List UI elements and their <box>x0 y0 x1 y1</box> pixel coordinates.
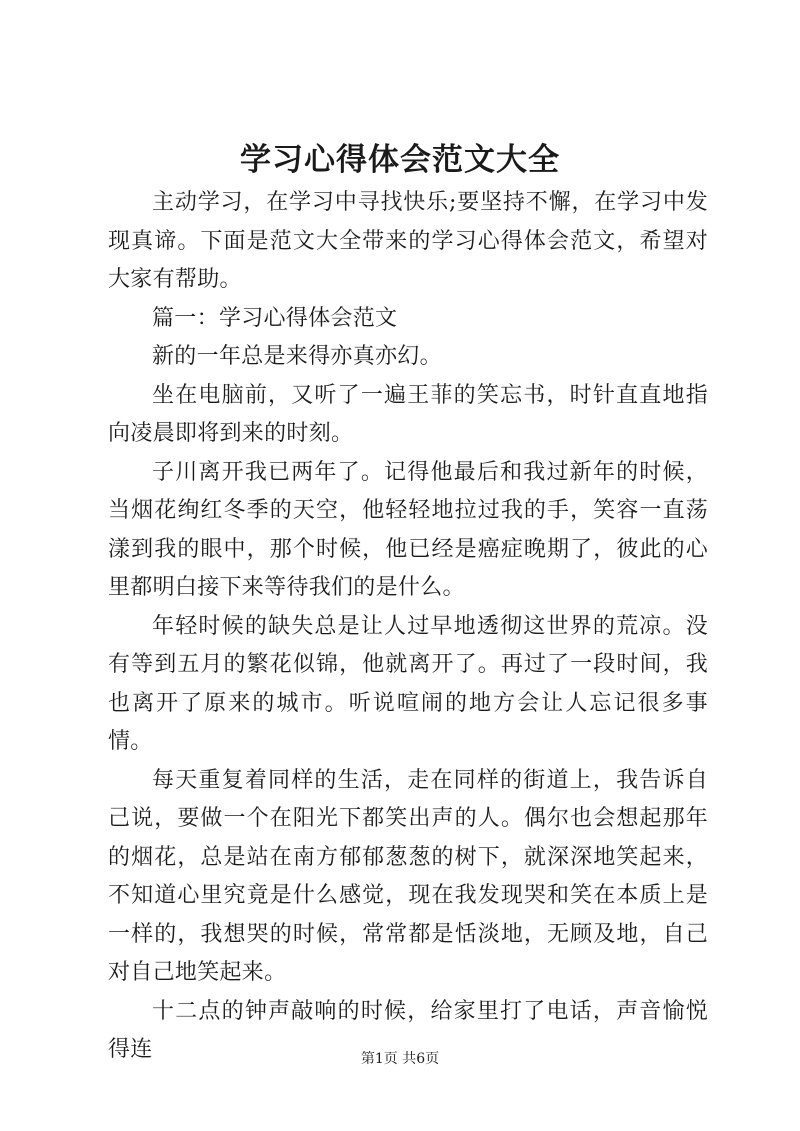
document-title: 学习心得体会范文大全 <box>240 142 560 178</box>
paragraph: 坐在电脑前，又听了一遍王菲的笑忘书，时针直直地指向凌晨即将到来的时刻。 <box>108 382 708 446</box>
paragraph: 子川离开我已两年了。记得他最后和我过新年的时候，当烟花绚红冬季的天空，他轻轻地拉过我的手，笑容一直荡漾到我的眼中，那个时候，他已经是癌症晚期了，彼此的心里都明白接下来等待我们的是什么。 <box>108 459 708 600</box>
paragraph: 新的一年总是来得亦真亦幻。 <box>152 344 442 369</box>
document-body <box>108 184 708 1070</box>
paragraph: 年轻时候的缺失总是让人过早地透彻这世界的荒凉。没有等到五月的繁花似锦，他就离开了。再过了一段时间，我也离开了原来的城市。听说喧闹的地方会让人忘记很多事情。 <box>108 613 708 754</box>
paragraph-intro: 主动学习，在学习中寻找快乐;要坚持不懈，在学习中发现真谛。下面是范文大全带来的学习心得体会范文，希望对大家有帮助。 <box>108 190 708 292</box>
paragraph-section-heading: 篇一：学习心得体会范文 <box>152 305 398 331</box>
paragraph: 十二点的钟声敲响的时候，给家里打了电话，声音愉悦得连 <box>108 998 708 1062</box>
page-number-footer: 第1页 共6页 <box>360 1051 440 1067</box>
paragraph: 每天重复着同样的生活，走在同样的街道上，我告诉自己说，要做一个在阳光下都笑出声的人。偶尔也会想起那年的烟花，总是站在南方郁郁葱葱的树下，就深深地笑起来，不知道心里究竟是什么感觉，现在我发现哭和笑在本质上是一样的，我想哭的时候，常常都是恬淡地，无顾及地，自己对自己地笑起来。 <box>108 767 708 985</box>
